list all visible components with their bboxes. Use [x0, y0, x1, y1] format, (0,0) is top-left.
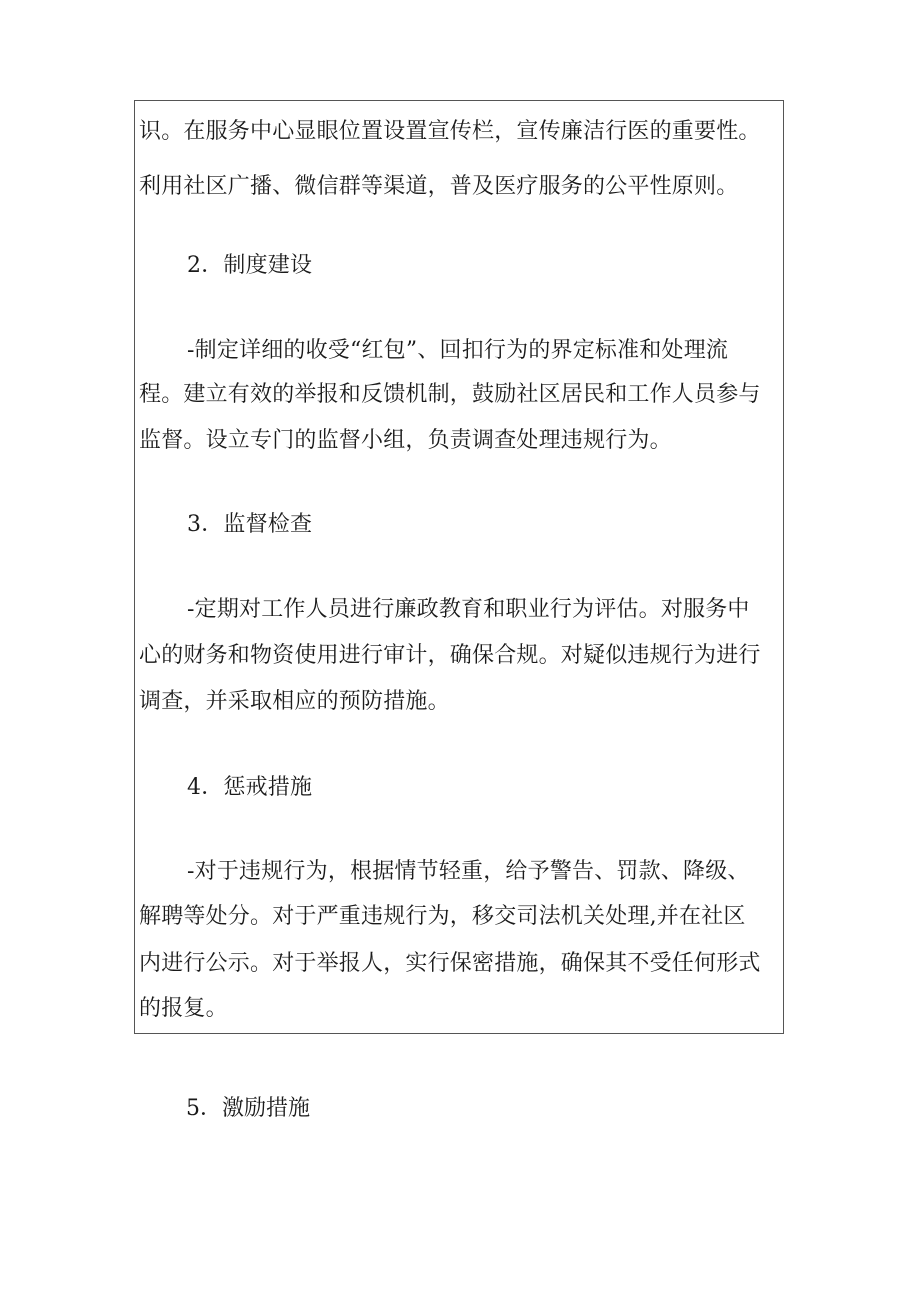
paragraph-line: 心的财务和物资使用进行审计，确保合规。对疑似违规行为进行 — [139, 643, 761, 668]
section-heading: 5．激励措施 — [186, 1096, 310, 1121]
paragraph-line: 解聘等处分。对于严重违规行为，移交司法机关处理,并在社区 — [139, 904, 746, 929]
paragraph-line: 内进行公示。对于举报人，实行保密措施，确保其不受任何形式 — [139, 951, 761, 976]
paragraph-line: -制定详细的收受“红包”、回扣行为的界定标准和处理流 — [187, 338, 729, 363]
paragraph-line: -对于违规行为，根据情节轻重，给予警告、罚款、降级、 — [187, 859, 750, 884]
section-heading: 4．惩戒措施 — [187, 775, 313, 800]
section-heading: 2．制度建设 — [187, 253, 313, 278]
paragraph-line: 程。建立有效的举报和反馈机制，鼓励社区居民和工作人员参与 — [139, 382, 761, 407]
paragraph-line: 的报复。 — [139, 996, 228, 1021]
paragraph-line: 监督。设立专门的监督小组，负责调查处理违规行为。 — [139, 428, 672, 453]
paragraph-line: 识。在服务中心显眼位置设置宣传栏，宣传廉洁行医的重要性。 — [139, 119, 761, 144]
paragraph-line: 调查，并采取相应的预防措施。 — [139, 689, 450, 714]
content-box — [134, 100, 784, 1034]
paragraph-line: 利用社区广播、微信群等渠道，普及医疗服务的公平性原则。 — [139, 174, 739, 199]
section-heading: 3．监督检查 — [187, 512, 313, 537]
paragraph-line: -定期对工作人员进行廉政教育和职业行为评估。对服务中 — [187, 597, 750, 622]
